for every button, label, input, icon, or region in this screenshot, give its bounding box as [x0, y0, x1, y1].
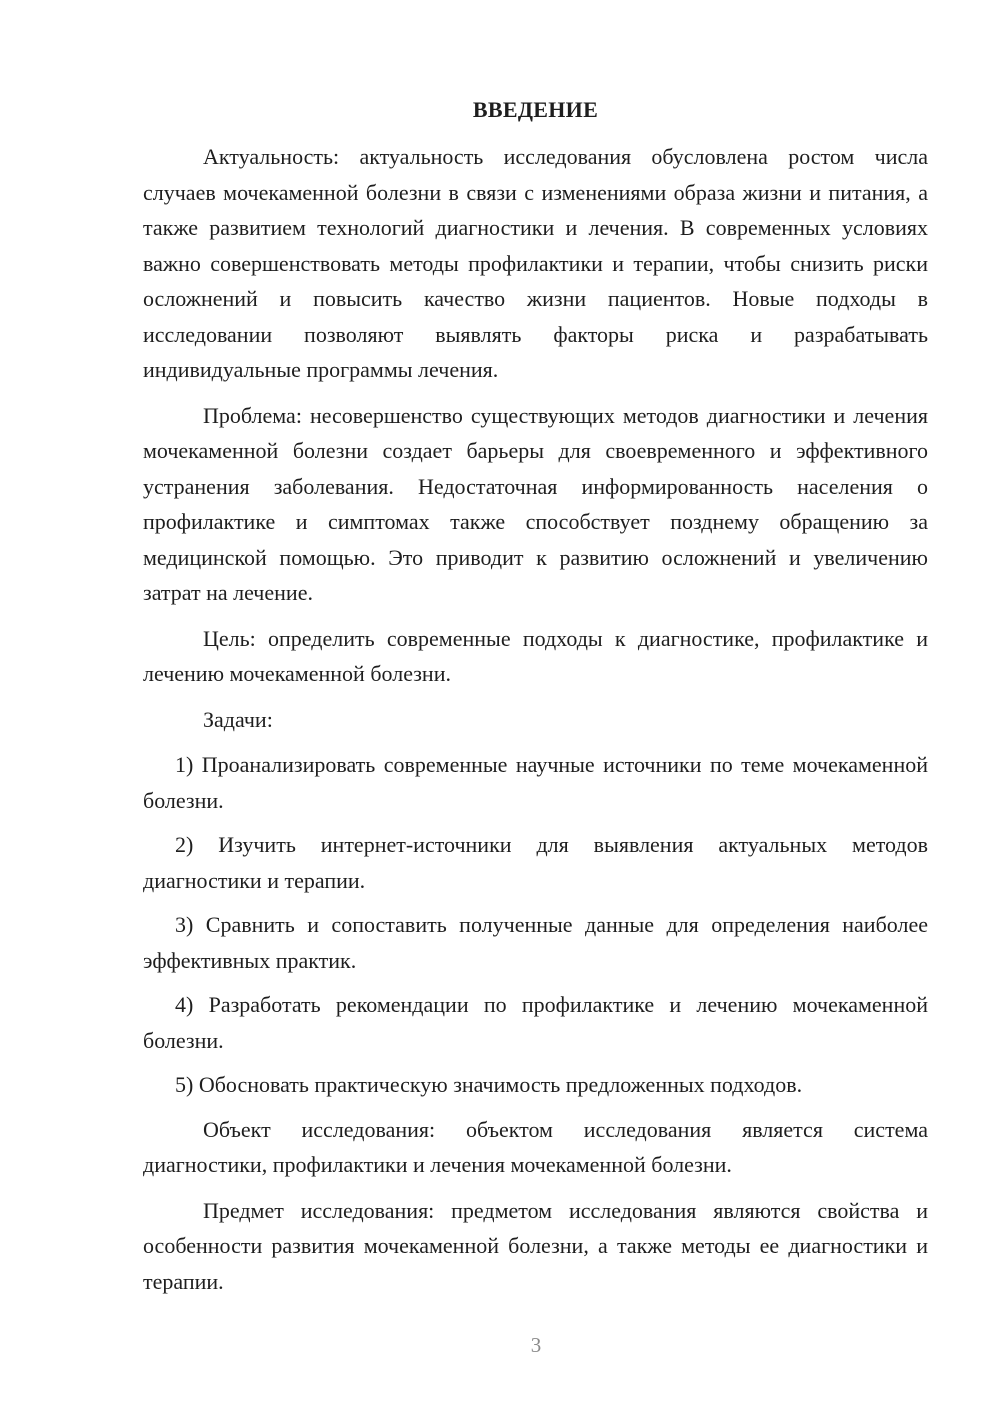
task-item-4: 4) Разработать рекомендации по профилактике и лечению мочекаменной болезни.	[143, 992, 928, 1053]
object-paragraph: Объект исследования: объектом исследования является система диагностики, профилактики и лечения мочекаменной болезни.	[143, 1116, 928, 1177]
task-item-5: 5) Обосновать практическую значимость предложенных подходов.	[175, 1072, 803, 1097]
problem-paragraph: Проблема: несовершенство существующих методов диагностики и лечения мочекаменной болезни создает барьеры для своевременного и эффективного устранения заболевания. Недостаточная информированность населения о профилактике и симптомах также способствует позднему обращению за медицинской помощью. Это приводит к развитию осложнений и увеличению затрат на лечение.	[143, 402, 928, 605]
task-item-3: 3) Сравнить и сопоставить полученные данные для определения наиболее эффективных практик.	[143, 912, 928, 973]
page-number: 3	[530, 1333, 542, 1357]
relevance-paragraph: Актуальность: актуальность исследования обусловлена ростом числа случаев мочекаменной болезни в связи с изменениями образа жизни и питания, а также развитием технологий диагностики и лечения. В современных условиях важно совершенствовать методы профилактики и терапии, чтобы снизить риски осложнений и повысить качество жизни пациентов. Новые подходы в исследовании позволяют выявлять факторы риска и разрабатывать индивидуальные программы лечения.	[143, 144, 928, 382]
tasks-heading: Задачи:	[203, 706, 273, 732]
section-heading: ВВЕДЕНИЕ	[472, 97, 599, 122]
task-item-2: 2) Изучить интернет-источники для выявления актуальных методов диагностики и терапии.	[143, 832, 928, 893]
task-item-1: 1) Проанализировать современные научные источники по теме мочекаменной болезни.	[143, 752, 928, 813]
subject-paragraph: Предмет исследования: предметом исследования являются свойства и особенности развития мочекаменной болезни, а также методы ее диагностики и терапии.	[143, 1197, 928, 1294]
page-content	[143, 95, 928, 1309]
goal-paragraph: Цель: определить современные подходы к диагностике, профилактике и лечению мочекаменной болезни.	[143, 625, 928, 686]
